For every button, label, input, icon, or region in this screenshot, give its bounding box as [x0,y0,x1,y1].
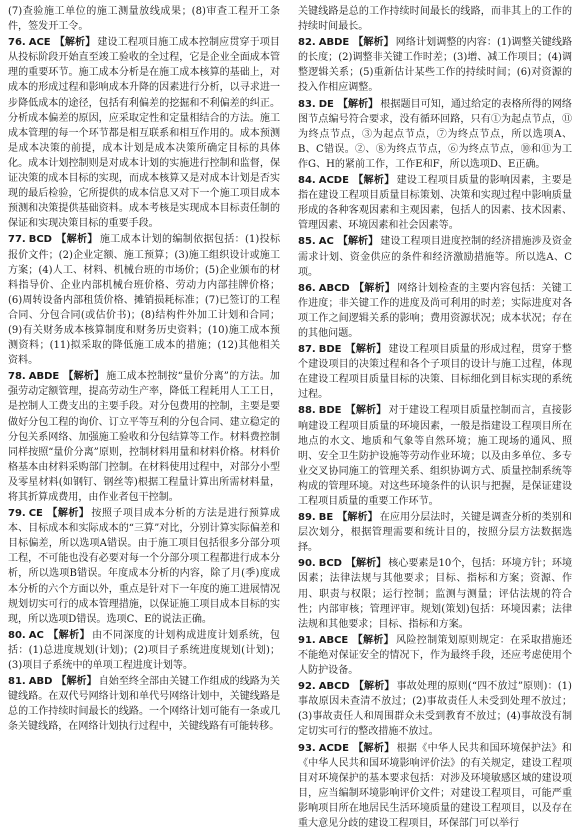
entry-text: 自始至终全部由关键工作组成的线路为关键线路。在双代号网络计划和单代号网络计划中，关键线路是总的工作持续时间最长的线路。一个网络计划可能有一条或几条关键线路，在网络计划执行过程中，关键线路有可能转移。 [8,676,280,733]
answer-entry-86 [298,281,572,341]
analysis-tag: 【解析】 [63,371,105,383]
entry-text: 建设工程项目进度控制的经济措施涉及资金需求计划、资金供应的条件和经济激励措施等。所以选A、C项。 [298,236,572,278]
entry-text: 建设工程项目质量的形成过程，贯穿于整个建设项目的决策过程和各个子项目的设计与施工过程，体现在建设工程项目质量目标的决策、目标细化到目标实现的系统过程。 [298,344,572,401]
entry-number: 89. [298,512,316,524]
answer-entry-91 [298,633,572,678]
entry-answer: BDE [318,405,342,417]
entry-answer: BE [318,512,334,524]
answer-entry-88 [298,403,572,509]
answer-entry-78 [8,369,280,505]
entry-number: 78. [8,371,26,383]
entry-text: 风险控制策划原则规定：在采取措施还不能绝对保证安全的情况下，作为最终手段，还应考虑使用个人防护设备。 [298,634,572,677]
answer-entry-76 [8,35,280,231]
entry-number: 83. [298,98,316,110]
analysis-tag: 【解析】 [55,234,98,246]
entry-text: 网络计划调整的内容：(1)调整关键线路的长度；(2)调整非关键工作时差；(3)增、减工作项目；(4)调整逻辑关系；(5)重新估计某些工作的持续时间；(6)对资源的投入作相应调整。 [298,37,572,94]
answer-entry-90 [298,556,572,631]
entry-text: 根据题目可知，通过给定的表格所得的网络图节点编号符合要求，没有循环回路，只有①为起点节点，⑪为终点节点，③为起点节点，⑦为终点节点，所以选项A、B、C错误。②、⑧为终点节点，⑥为终点节点，⑩和⑪为工作G、H的紧前工作，工作E和F，所以选项D、E正确。 [298,98,572,170]
answer-entry-80 [8,628,280,673]
analysis-tag: 【解析】 [345,558,387,570]
analysis-tag: 【解析】 [337,236,379,248]
entry-answer: ABCD [318,681,350,693]
entry-text: 事故处理的原则(“四不放过”原则)：(1)事故原因未查清不放过；(2)事故责任人未受到处理不放过；(3)事故责任人和周围群众未受到教育不放过；(4)事故没有制定切实可行的整改措施不放过。 [298,681,572,738]
continuation-text: 关键线路是总的工作持续时间最长的线路，而非其上的工作的持续时间最长。 [298,6,572,33]
entry-text: 由不同深度的计划构成进度计划系统，包括：(1)总进度规划(计划)；(2)项目子系统进度规划(计划)；(3)项目子系统中的单项工程进度计划等。 [8,629,280,672]
entry-answer: ACDE [318,175,349,187]
answer-entry-79 [8,506,280,627]
entry-answer: BCD [318,558,342,570]
right-column [298,4,572,832]
entry-text: 施工成本控制按“量价分离”的方法。加强劳动定额管理，提高劳动生产率，降低工程耗用人工工日，是控制人工费支出的主要手段。对分包费用的控制，主要是要做好分包工程的询价、订立平等互利的分包合同、建立稳定的分包关系网络、加强施工验收和分包结算等工作。材料费控制同样按照“量价分离”原则，控制材料用量和材料价格。材料价格基本由材料采购部门控制。在材料使用过程中，对部分小型及零星材料(如钢钉、钢丝等)根据工程量计算出所需材料量，将其折算成费用，由作业者包干控制。 [8,371,280,503]
answer-entry-77 [8,232,280,368]
answer-entry-89 [298,510,572,555]
entry-number: 79. [8,508,26,520]
entry-answer: BCD [28,234,52,246]
entry-answer: ACDE [318,742,349,754]
entry-number: 87. [298,344,316,356]
entry-answer: BDE [318,344,342,356]
entry-text: 建设工程项目质量的影响因素，主要是指在建设工程项目质量目标策划、决策和实现过程中影响质量形成的各种客观因素和主观因素，包括人的因素、技术因素、管理因素、环境因素和社会因素等。 [298,175,572,232]
analysis-tag: 【解析】 [345,344,387,356]
answer-entry-85 [298,234,572,279]
entry-number: 86. [298,282,316,294]
entry-text: 根据《中华人民共和国环境保护法》和《中华人民共和国环境影响评价法》的有关规定，建设工程项目对环境保护的基本要求包括：对涉及环境敏感区域的建设项目，应当编制环境影响评价文件；对建设工程项目，可能严重影响项目所在地居民生活环境质量的建设工程项目，以及存在重大意见分歧的建设工程项目，环保部门可以举行 [298,742,572,829]
analysis-tag: 【解析】 [46,508,90,520]
entry-text: 对于建设工程项目质量控制而言，直接影响建设工程项目质量的环境因素，一般是指建设工程项目所在地点的水文、地质和气象等自然环境；施工现场的通风、照明、安全卫生防护设施等劳动作业环境；以及由多单位、多专业交叉协同施工的管理关系、组织协调方式、质量控制系统等构成的管理环境。对这些环境条件的认识与把握，是保证建设工程项目质量的重要工作环节。 [298,405,572,507]
answer-entry-83 [298,97,572,172]
entry-number: 88. [298,405,316,417]
entry-number: 80. [8,629,26,641]
entry-answer: AC [28,629,44,641]
answer-entry-84 [298,173,572,233]
analysis-tag: 【解析】 [47,629,91,641]
continuation-text: (7)查验施工单位的施工测量放线成果；(8)审查工程开工条件，签发开工令。 [8,6,280,33]
analysis-tag: 【解析】 [337,512,378,524]
entry-number: 91. [298,634,316,646]
entry-text: 在应用分层法时，关键是调查分析的类别和层次划分，根据管理需要和统计目的，按照分层方法数据选择。 [298,512,572,554]
answer-entry-82 [298,35,572,95]
entry-answer: ABDE [318,37,350,49]
entry-text: 网络计划检查的主要内容包括：关键工作进度；非关键工作的进度及尚可利用的时差；实际进度对各项工作之间逻辑关系的影响；费用资源状况；成本状况；存在的其他问题。 [298,282,572,339]
analysis-tag: 【解析】 [352,175,395,187]
entry-answer: ABCD [318,282,350,294]
analysis-tag: 【解析】 [352,742,395,754]
analysis-tag: 【解析】 [353,282,396,294]
entry-number: 76. [8,37,26,49]
analysis-tag: 【解析】 [353,37,394,49]
entry-answer: CE [28,508,43,520]
entry-answer: ABDE [28,371,60,383]
entry-number: 77. [8,234,26,246]
analysis-tag: 【解析】 [345,405,387,417]
analysis-tag: 【解析】 [54,37,96,49]
entry-number: 84. [298,175,316,187]
entry-number: 92. [298,681,316,693]
analysis-tag: 【解析】 [56,676,97,688]
answer-entry-92 [298,679,572,739]
entry-number: 93. [298,742,316,754]
entry-text: 核心要素是10个，包括：环境方针；环境因素；法律法规与其他要求；目标、指标和方案；资源、作用、职责与权限；运行控制；监测与测量；评估法规的符合性；内部审核；管理评审。规划(策划)包括：环境因素；法律法规和其他要求；目标、指标和方案。 [298,558,572,630]
entry-answer: DE [318,98,334,110]
entry-text: 施工成本计划的编制依据包括：(1)投标报价文件；(2)企业定额、施工预算；(3)施工组织设计或施工方案；(4)人工、材料、机械台班的市场价；(5)企业颁布的材料指导价、企业内部机械台班价格、劳动力内部挂牌价格；(6)周转设备内部租赁价格、摊销损耗标准；(7)已签订的工程合同、分包合同(或估价书)；(8)结构件外加工计划和合同；(9)有关财务成本核算制度和财务历史资料；(10)施工成本预测资料；(11)拟采取的降低施工成本的措施；(12)其他相关资料。 [8,234,280,367]
entry-number: 81. [8,676,26,688]
analysis-tag: 【解析】 [337,98,379,110]
analysis-tag: 【解析】 [352,634,395,646]
entry-number: 90. [298,558,316,570]
entry-answer: ACE [28,37,51,49]
left-continuation [8,4,280,34]
entry-number: 85. [298,236,316,248]
entry-answer: ABD [28,676,53,688]
entry-number: 82. [298,37,316,49]
entry-text: 建设工程项目施工成本控制应贯穿于项目从投标阶段开始直至竣工验收的全过程，它是企业全面成本管理的重要环节。施工成本分析是在施工成本核算的基础上，对成本的形成过程和影响成本升降的因素进行分析，以寻求进一步降低成本的途径，包括有利偏差的挖掘和不利偏差的纠正。分析成本偏差的原因，应采取定性和定量相结合的方法。施工成本管理的每一个环节都是相互联系和相互作用的。成本预测是成本决策的前提，成本计划是成本决策所确定目标的具体化。成本计划控制则是对成本计划的实施进行控制和监督，保证决策的成本目标的实现，而成本核算又是对成本计划是否实现的最后检验，它所提供的成本信息又对下一个施工项目成本预测和决策提供基础资料。成本考核是实现成本目标责任制的保证和实现决策目标的重要手段。 [8,37,280,230]
entry-text: 按照子项目成本分析的方法是进行预算成本、目标成本和实际成本的“三算”对比，分别计算实际偏差和目标偏差，所以选项A错误。由于施工项目包括很多分部分项工程，不可能也没有必要对每一个分部分项工程都进行成本分析，所以选项B错误。年度成本分析的内容，除了月(季)度成本分析的六个方面以外，重点是针对下一年度的施工进展情况规划切实可行的成本管理措施，以保证施工项目成本目标的实现，所以选项D错误。选项C、E的说法正确。 [8,508,280,625]
entry-answer: ABCE [318,634,349,646]
left-column [8,4,280,736]
entry-answer: AC [318,236,334,248]
answer-entry-81 [8,674,280,734]
answer-entry-93 [298,741,572,832]
analysis-tag: 【解析】 [353,681,395,693]
right-continuation [298,4,572,34]
answer-entry-87 [298,342,572,402]
